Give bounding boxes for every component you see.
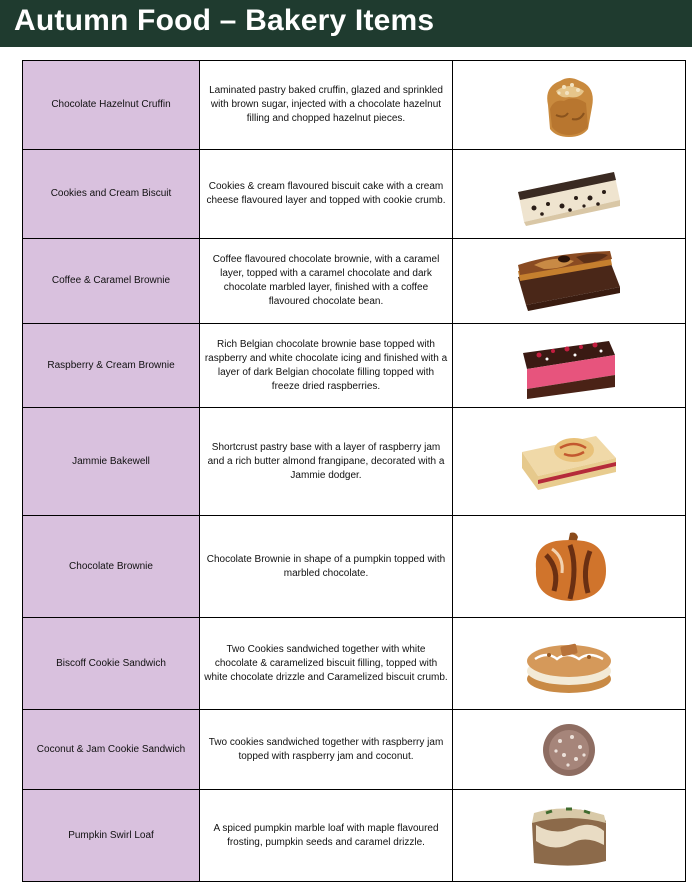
item-description: Chocolate Brownie in shape of a pumpkin topped with marbled chocolate. xyxy=(200,516,453,618)
item-description: A spiced pumpkin marble loaf with maple flavoured frosting, pumpkin seeds and caramel drizzle. xyxy=(200,790,453,882)
item-image-cell xyxy=(453,710,686,790)
page-title: Autumn Food – Bakery Items xyxy=(14,4,435,37)
item-image-cell xyxy=(453,790,686,882)
item-description: Shortcrust pastry base with a layer of raspberry jam and a rich butter almond frangipane, decorated with a Jammie dodger. xyxy=(200,408,453,516)
item-name: Raspberry & Cream Brownie xyxy=(23,324,200,408)
item-description: Coffee flavoured chocolate brownie, with a caramel layer, topped with a caramel chocolate and dark chocolate marbled layer, finished with a coffee flavoured chocolate bean. xyxy=(200,239,453,324)
cookies-cream-bar-image xyxy=(514,162,624,226)
item-image-cell xyxy=(453,150,686,239)
table-row xyxy=(23,618,686,710)
biscoff-sandwich-image xyxy=(523,631,615,697)
item-image-cell xyxy=(453,516,686,618)
table-row xyxy=(23,61,686,150)
item-name: Jammie Bakewell xyxy=(23,408,200,516)
item-name: Coconut & Jam Cookie Sandwich xyxy=(23,710,200,790)
item-image-cell xyxy=(453,239,686,324)
item-name: Chocolate Brownie xyxy=(23,516,200,618)
table-row xyxy=(23,150,686,239)
table-row xyxy=(23,239,686,324)
pumpkin-loaf-image xyxy=(526,801,612,871)
coconut-cookie-image xyxy=(540,721,598,779)
item-description: Two cookies sandwiched together with raspberry jam topped with raspberry jam and coconut. xyxy=(200,710,453,790)
table-row xyxy=(23,710,686,790)
item-description: Rich Belgian chocolate brownie base topped with raspberry and white chocolate icing and finished with a layer of dark Belgian chocolate filling topped with freeze dried raspberries. xyxy=(200,324,453,408)
item-image-cell xyxy=(453,408,686,516)
table-row xyxy=(23,408,686,516)
table-row xyxy=(23,790,686,882)
bakewell-image xyxy=(516,426,622,498)
bakery-items-table xyxy=(22,60,686,882)
raspberry-brownie-image xyxy=(519,333,619,399)
item-image-cell xyxy=(453,324,686,408)
item-name: Coffee & Caramel Brownie xyxy=(23,239,200,324)
item-description: Two Cookies sandwiched together with white chocolate & caramelized biscuit filling, topped with white chocolate drizzle and Caramelized biscuit crumb. xyxy=(200,618,453,710)
item-image-cell xyxy=(453,618,686,710)
item-description: Cookies & cream flavoured biscuit cake with a cream cheese flavoured layer and topped with cookie crumb. xyxy=(200,150,453,239)
item-name: Chocolate Hazelnut Cruffin xyxy=(23,61,200,150)
cruffin-image xyxy=(534,69,604,141)
item-name: Pumpkin Swirl Loaf xyxy=(23,790,200,882)
table-row xyxy=(23,324,686,408)
coffee-brownie-image xyxy=(514,247,624,315)
item-image-cell xyxy=(453,61,686,150)
pumpkin-brownie-image xyxy=(526,529,612,605)
item-name: Cookies and Cream Biscuit xyxy=(23,150,200,239)
item-name: Biscoff Cookie Sandwich xyxy=(23,618,200,710)
page-header xyxy=(0,0,692,47)
table-row xyxy=(23,516,686,618)
item-description: Laminated pastry baked cruffin, glazed and sprinkled with brown sugar, injected with a chocolate hazelnut filling and chopped hazelnut pieces. xyxy=(200,61,453,150)
